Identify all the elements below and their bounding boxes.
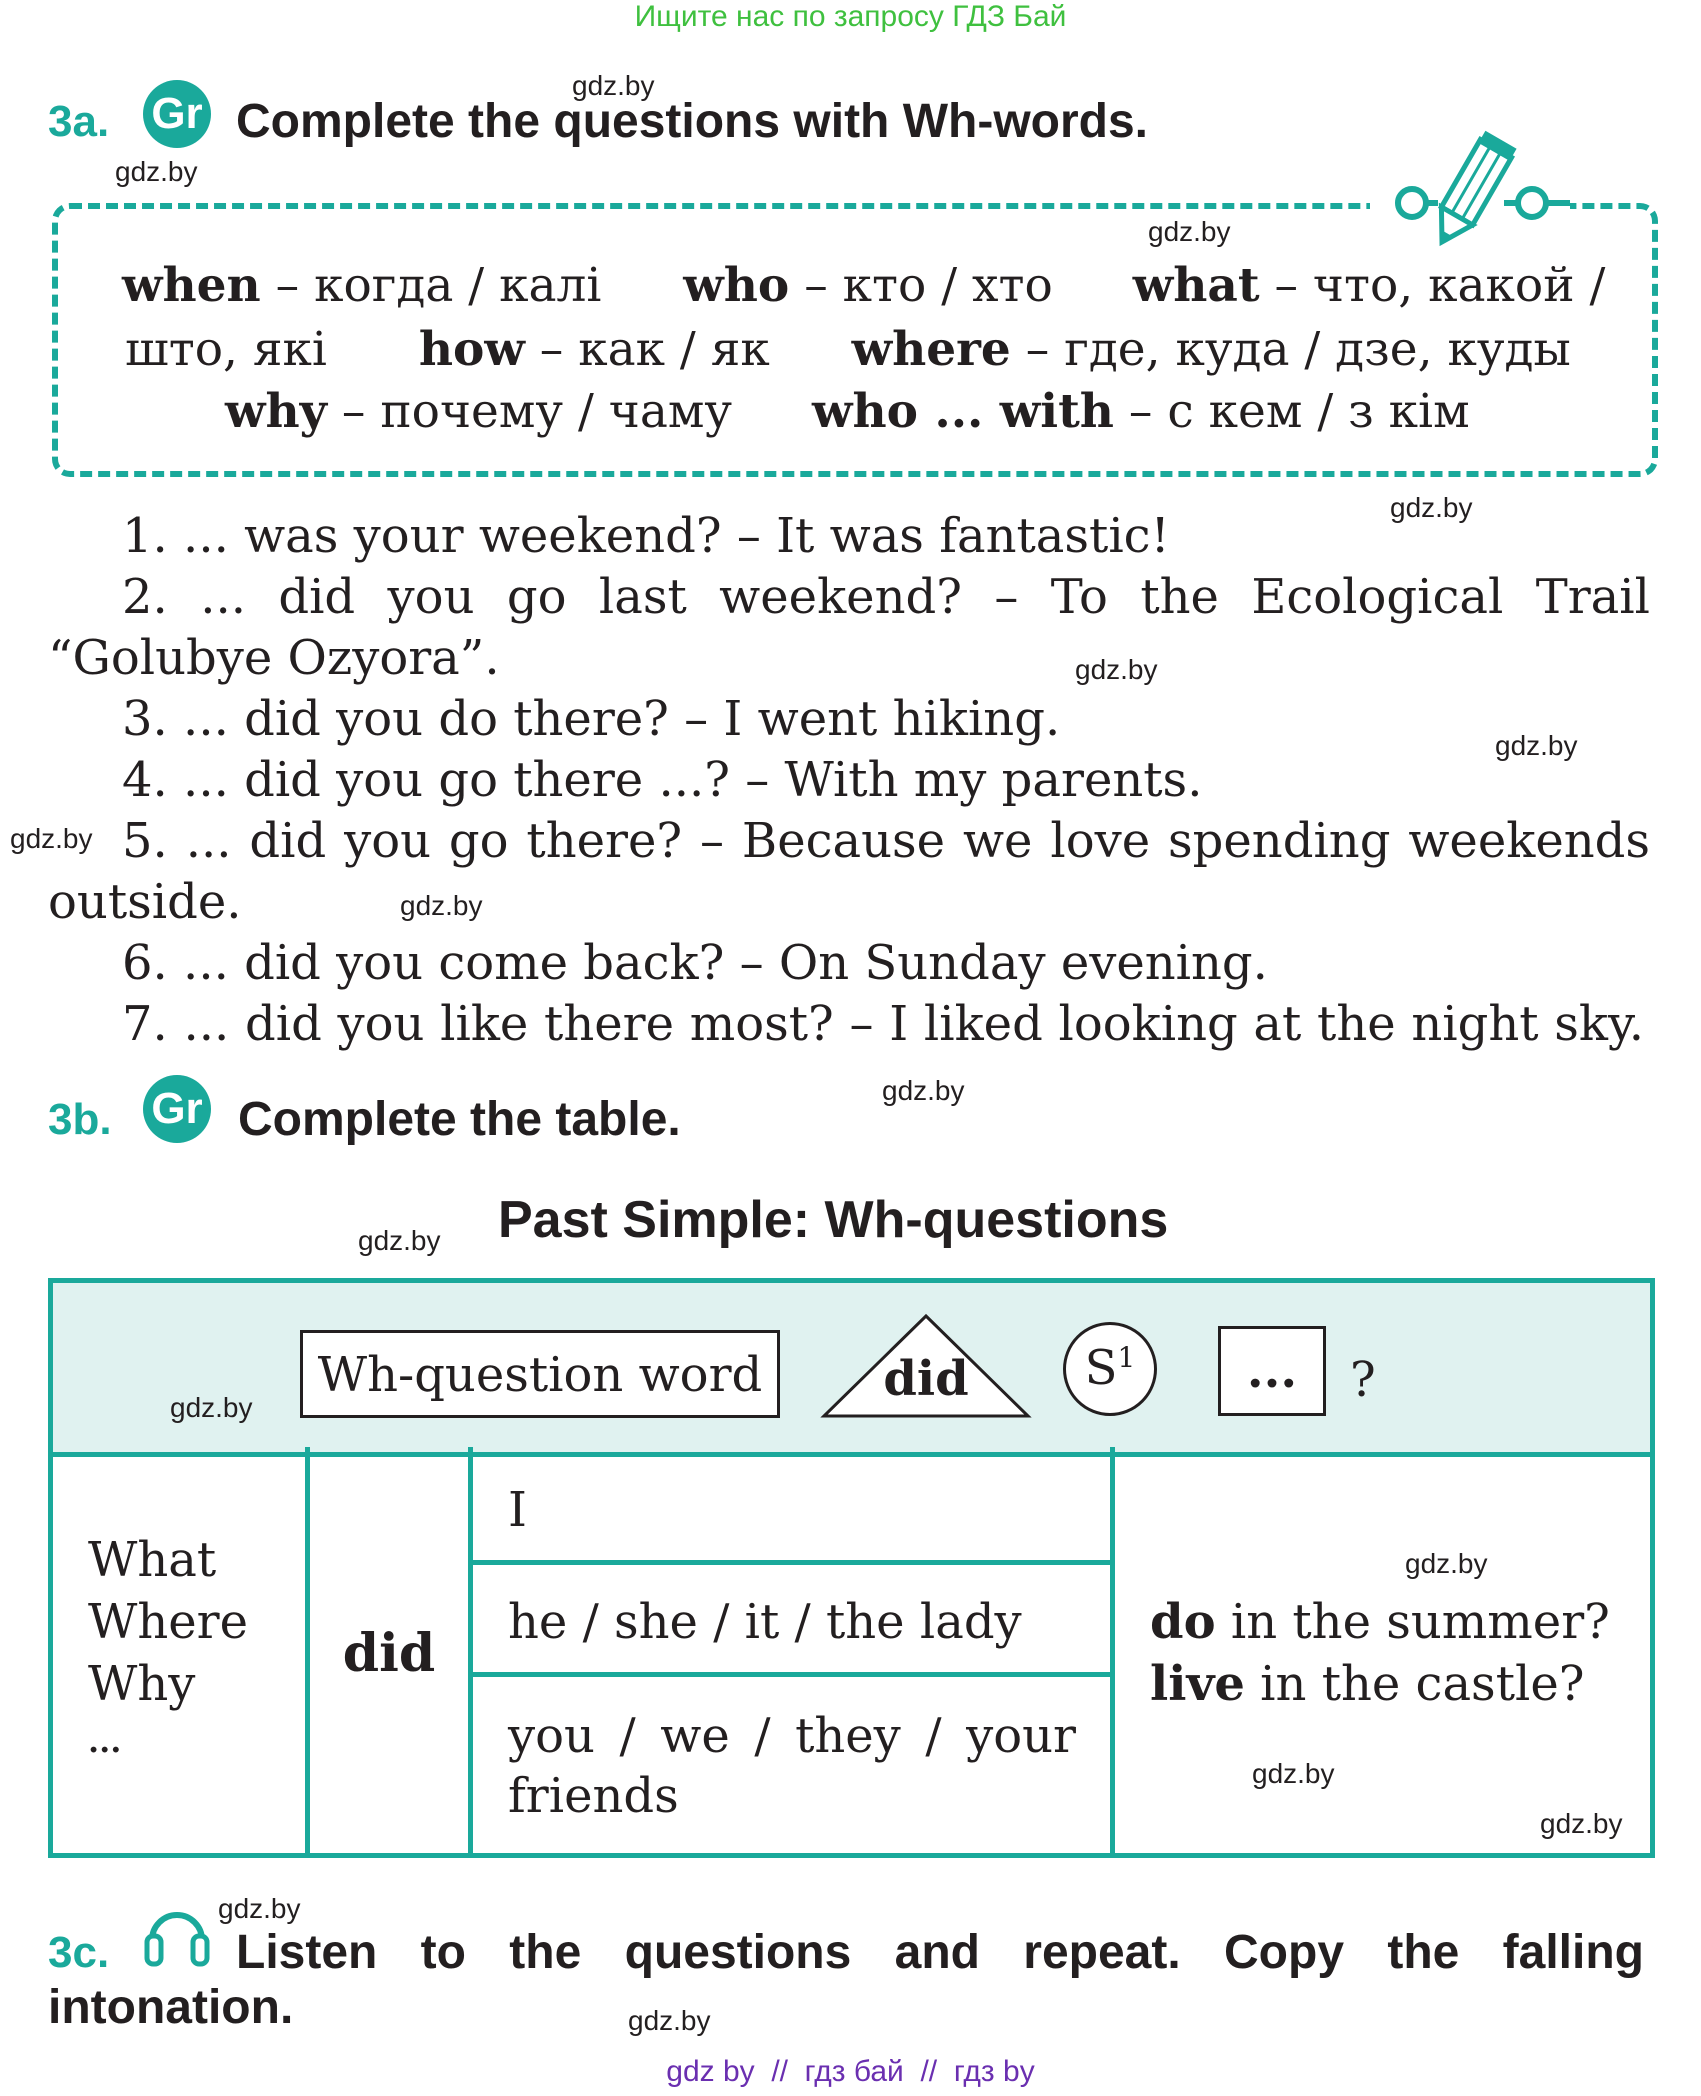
auxiliary-did: did [342, 1623, 436, 1684]
vocab-translation: – почему / чаму [326, 384, 733, 439]
vocab-word: why [225, 384, 327, 439]
subject-cell: you / we / they / your [508, 1708, 1076, 1764]
watermark: gdz.by [1390, 492, 1473, 523]
formula-subject-label: $S^1$ [1084, 1340, 1136, 1396]
vocab-word: how [418, 322, 525, 377]
watermark: gdz.by [882, 1075, 965, 1106]
exercise-3a-number: 3a. [48, 97, 110, 146]
table-divider [473, 1560, 1110, 1565]
subject-cell: he / she / it / the lady [508, 1594, 1022, 1650]
watermark: gdz.by [1405, 1548, 1488, 1579]
exercise-3a-heading: Complete the questions with Wh-words. [236, 95, 1148, 148]
watermark: gdz.by [10, 823, 93, 854]
exercise-3c-heading-continued: intonation. [48, 1981, 294, 2034]
footer-links[interactable]: gdz by // гдз бай // гдз by [666, 2055, 1035, 2088]
watermark: gdz.by [1075, 654, 1158, 685]
wh-word: Where [88, 1594, 249, 1650]
exercise-3b-number: 3b. [48, 1095, 112, 1144]
wh-word: ... [88, 1722, 122, 1760]
vocab-translation: што, які [125, 322, 327, 377]
table-divider [1110, 1447, 1115, 1853]
watermark: gdz.by [115, 156, 198, 187]
vocab-word: who [683, 258, 790, 313]
formula-did-label: did [883, 1351, 969, 1407]
vocab-word: what [1132, 258, 1260, 313]
watermark: gdz.by [572, 70, 655, 101]
watermark: gdz.by [1252, 1758, 1335, 1789]
question-5: 5. ... did you go there? – Because we love spending weekends [122, 813, 1650, 869]
question-2: 2. ... did you go last weekend? – To the Ecological Trail [122, 569, 1650, 625]
vocab-translation: – когда / калі [260, 258, 602, 313]
vocab-word: where [851, 322, 1011, 377]
wh-word: What [88, 1532, 217, 1588]
vocab-translation: – где, куда / дзе, куды [1010, 322, 1571, 377]
table-title: Past Simple: Wh-questions [498, 1191, 1169, 1249]
watermark: gdz.by [218, 1893, 301, 1924]
watermark: gdz.by [170, 1392, 253, 1423]
table-divider [473, 1672, 1110, 1677]
wh-word: Why [88, 1656, 196, 1712]
grammar-badge-icon: Gr [143, 1075, 211, 1143]
pencil-icon [1370, 130, 1570, 260]
verb-phrase: live in the castle? [1150, 1656, 1585, 1712]
verb-phrase: do in the summer? [1150, 1594, 1610, 1650]
formula-dots-label: ... [1246, 1343, 1298, 1399]
question-6: 6. ... did you come back? – On Sunday evening. [122, 935, 1268, 991]
top-banner[interactable]: Ищите нас по запросу ГДЗ Бай [634, 0, 1067, 33]
watermark: gdz.by [400, 890, 483, 921]
headphones-icon [142, 1900, 212, 1970]
formula-question-mark: ? [1350, 1352, 1376, 1408]
vocab-word: who ... with [811, 384, 1114, 439]
grammar-badge-icon: Gr [143, 80, 211, 148]
watermark: gdz.by [628, 2005, 711, 2036]
subject-cell: I [508, 1482, 527, 1538]
vocab-word: when [122, 258, 261, 313]
question-1: 1. ... was your weekend? – It was fantastic! [122, 508, 1170, 564]
exercise-3c-number: 3c. [48, 1928, 110, 1977]
vocab-translation: – как / як [524, 322, 770, 377]
subject-cell: friends [508, 1768, 679, 1824]
vocab-line-3 [225, 384, 1470, 439]
question-7: 7. ... did you like there most? – I liked looking at the night sky. [122, 996, 1644, 1052]
question-5-continued: outside. [48, 874, 242, 930]
formula-wh-label: Wh-question word [317, 1347, 763, 1403]
vocab-line-1 [122, 258, 1605, 313]
table-divider [468, 1447, 473, 1853]
watermark: gdz.by [358, 1225, 441, 1256]
vocab-translation: – с кем / з кім [1113, 384, 1470, 439]
watermark: gdz.by [1495, 730, 1578, 761]
watermark: gdz.by [1148, 216, 1231, 247]
vocab-translation: – кто / хто [789, 258, 1053, 313]
watermark: gdz.by [1540, 1808, 1623, 1839]
vocab-translation: – что, какой / [1259, 258, 1606, 313]
question-2-continued: “Golubye Ozyora”. [48, 630, 500, 686]
vocab-line-2 [125, 322, 1571, 377]
exercise-3c-heading: Listen to the questions and repeat. Copy the falling [236, 1926, 1644, 1979]
question-4: 4. ... did you go there ...? – With my parents. [122, 752, 1203, 808]
question-3: 3. ... did you do there? – I went hiking. [122, 691, 1061, 747]
exercise-3b-heading: Complete the table. [238, 1093, 681, 1146]
